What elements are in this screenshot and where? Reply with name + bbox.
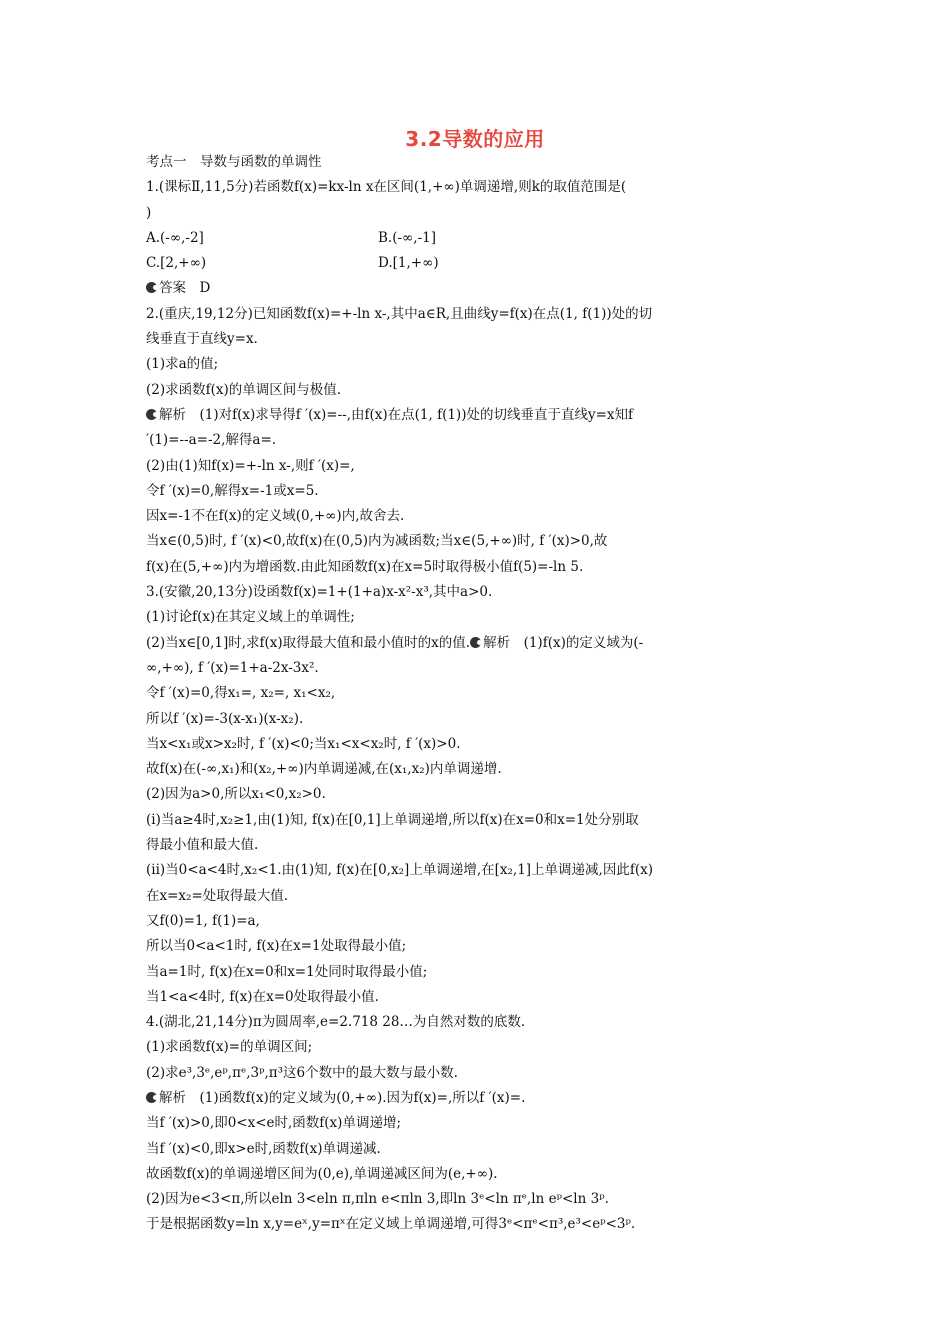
q4-analysis-line: (2)因为e<3<π,所以eln 3<eln π,πln e<πln 3,即ln 3ᵉ<ln πᵉ,ln eᵖ<ln 3ᵖ. bbox=[146, 1191, 609, 1208]
q2-analysis-line: ′(1)=--a=-2,解得a=. bbox=[146, 432, 277, 449]
q2-analysis-line: f(x)在(5,+∞)内为增函数.由此知函数f(x)在x=5时取得极小值f(5)=-ln 5. bbox=[146, 558, 584, 575]
q3-analysis-line: 又f(0)=1, f(1)=a, bbox=[146, 912, 260, 929]
q1-answer bbox=[146, 276, 806, 301]
q4-analysis-line: 当f ′(x)>0,即0<x<e时,函数f(x)单调递增; bbox=[146, 1115, 401, 1132]
section-heading: 考点一 导数与函数的单调性 bbox=[146, 154, 322, 170]
q4-analysis-first bbox=[146, 1086, 806, 1111]
q1-stem: 1.(课标Ⅱ,11,5分)若函数f(x)=kx-ln x在区间(1,+∞)单调递增,则k的取值范围是( bbox=[146, 179, 627, 196]
q4-line: (1)求函数f(x)=的单调区间; bbox=[146, 1039, 313, 1056]
analysis-label: 解析 bbox=[159, 406, 186, 423]
q3-analysis-line: (2)因为a>0,所以x₁<0,x₂>0. bbox=[146, 786, 326, 803]
q3-stem: 3.(安徽,20,13分)设函数f(x)=1+(1+a)x-x²-x³,其中a>0. bbox=[146, 584, 493, 601]
q3-analysis-line: 故f(x)在(-∞,x₁)和(x₂,+∞)内单调递减,在(x₁,x₂)内单调递增. bbox=[146, 761, 502, 778]
q2-line: (1)求a的值; bbox=[146, 356, 219, 373]
q3-analysis-line: 所以f ′(x)=-3(x-x₁)(x-x₂). bbox=[146, 710, 304, 727]
q1-option-a: A.(-∞,-2] bbox=[146, 229, 204, 246]
q3-analysis-text: (1)f(x)的定义域为(- bbox=[510, 634, 644, 651]
q2-analysis-line: (2)由(1)知f(x)=+-ln x-,则f ′(x)=, bbox=[146, 457, 355, 474]
answer-label: 答案 bbox=[159, 280, 186, 297]
q2-analysis-line: 因x=-1不在f(x)的定义域(0,+∞)内,故舍去. bbox=[146, 508, 405, 525]
q4-analysis-line: 于是根据函数y=ln x,y=eˣ,y=πˣ在定义域上单调递增,可得3ᵉ<πᵉ<π³,e³<eᵖ<3ᵖ. bbox=[146, 1216, 636, 1233]
analysis-marker-icon bbox=[146, 1092, 157, 1103]
page-title: 3.2导数的应用 bbox=[405, 127, 545, 151]
q3-part1: (1)讨论f(x)在其定义域上的单调性; bbox=[146, 609, 355, 626]
q1-option-b: B.(-∞,-1] bbox=[378, 229, 436, 246]
q3-analysis-line: 令f ′(x)=0,得x₁=, x₂=, x₁<x₂, bbox=[146, 685, 336, 702]
q1-option-d: D.[1,+∞) bbox=[378, 255, 439, 272]
q1-stem-end: ) bbox=[146, 204, 152, 221]
analysis-marker-icon bbox=[146, 409, 157, 420]
q3-analysis-line: 得最小值和最大值. bbox=[146, 837, 259, 854]
analysis-marker-icon bbox=[470, 637, 481, 648]
q3-part2-with-analysis bbox=[146, 631, 806, 656]
q3-analysis-line: ∞,+∞), f ′(x)=1+a-2x-3x². bbox=[146, 659, 319, 676]
q4-analysis-line: 当f ′(x)<0,即x>e时,函数f(x)单调递减. bbox=[146, 1140, 381, 1157]
q2-analysis-first bbox=[146, 403, 806, 428]
q1-options-row1 bbox=[146, 226, 806, 251]
q3-analysis-line: (ii)当0<a<4时,x₂<1.由(1)知, f(x)在[0,x₂]上单调递增,在[x₂,1]上单调递减,因此f(x) bbox=[146, 862, 653, 879]
q3-analysis-line: 当1<a<4时, f(x)在x=0处取得最小值. bbox=[146, 988, 379, 1005]
q2-line: (2)求函数f(x)的单调区间与极值. bbox=[146, 381, 342, 398]
q3-analysis-line: 当a=1时, f(x)在x=0和x=1处同时取得最小值; bbox=[146, 963, 428, 980]
q4-analysis-text: (1)函数f(x)的定义域为(0,+∞).因为f(x)=,所以f ′(x)=. bbox=[186, 1089, 526, 1106]
q3-analysis-line: 所以当0<a<1时, f(x)在x=1处取得最小值; bbox=[146, 938, 407, 955]
q3-analysis-line: (i)当a≥4时,x₂≥1,由(1)知, f(x)在[0,1]上单调递增,所以f(x)在x=0和x=1处分别取 bbox=[146, 811, 639, 828]
q3-analysis-line: 当x<x₁或x>x₂时, f ′(x)<0;当x₁<x<x₂时, f ′(x)>0. bbox=[146, 735, 461, 752]
q4-line: 4.(湖北,21,14分)π为圆周率,e=2.718 28…为自然对数的底数. bbox=[146, 1014, 526, 1031]
answer-value: D bbox=[199, 280, 211, 297]
analysis-label: 解析 bbox=[159, 1089, 186, 1106]
q1-options-row2 bbox=[146, 251, 806, 276]
answer-marker-icon bbox=[146, 282, 157, 293]
q3-part2: (2)当x∈[0,1]时,求f(x)取得最大值和最小值时的x的值. bbox=[146, 634, 471, 651]
analysis-label: 解析 bbox=[483, 634, 511, 651]
q2-line: 2.(重庆,19,12分)已知函数f(x)=+-ln x-,其中a∈R,且曲线y=f(x)在点(1, f(1))处的切 bbox=[146, 305, 653, 322]
q4-analysis-line: 故函数f(x)的单调递增区间为(0,e),单调递减区间为(e,+∞). bbox=[146, 1165, 498, 1182]
q3-analysis-line: 在x=x₂=处取得最大值. bbox=[146, 887, 289, 904]
q2-analysis-line: 令f ′(x)=0,解得x=-1或x=5. bbox=[146, 482, 319, 499]
q2-analysis-text: (1)对f(x)求导得f ′(x)=--,由f(x)在点(1, f(1))处的切线垂直于直线y=x知f bbox=[186, 406, 634, 423]
q2-line: 线垂直于直线y=x. bbox=[146, 331, 258, 348]
q2-analysis-line: 当x∈(0,5)时, f ′(x)<0,故f(x)在(0,5)内为减函数;当x∈(5,+∞)时, f ′(x)>0,故 bbox=[146, 533, 608, 550]
q1-option-c: C.[2,+∞) bbox=[146, 255, 207, 272]
q4-line: (2)求e³,3ᵉ,eᵖ,πᵉ,3ᵖ,π³这6个数中的最大数与最小数. bbox=[146, 1064, 458, 1081]
document-body bbox=[146, 150, 806, 1238]
